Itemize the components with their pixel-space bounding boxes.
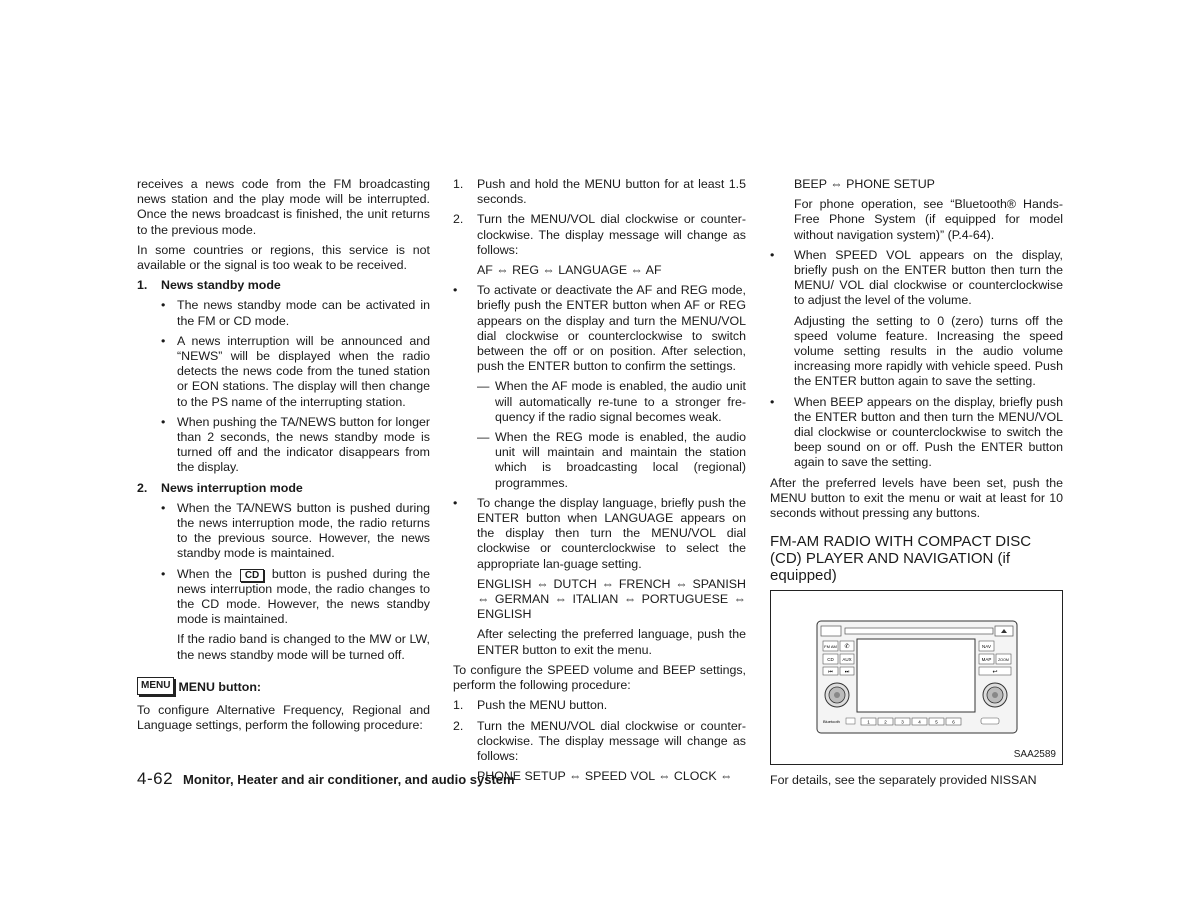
sequence: PHONE SETUP ⇔ SPEED VOL ⇔ CLOCK ⇔ [477,769,733,784]
step-item [453,719,746,765]
chapter-title: Monitor, Heater and air conditioner, and audio system [183,772,515,787]
preset-3-label: 3 [901,719,904,725]
step-item [453,212,746,258]
numbered-heading [137,278,430,293]
phone-icon: ✆ [844,644,850,651]
menu-heading-row [137,677,430,695]
dash-item [453,430,746,491]
item-title: News interruption mode [161,480,303,495]
seek-back-icon: ⏮ [828,669,833,676]
bullet-item [770,395,1063,471]
column-3 [770,177,1063,793]
step-number: 2. [453,212,464,227]
bullet-item [137,415,430,476]
menu-heading: MENU button: [178,679,262,694]
bullet-text [177,567,430,627]
bullet-text: To activate or deactivate the AF and REG mode, briefly push the ENTER button when AF or REG appears on the display and turn the MENU/VOL dial clockwise or counterclockwise to switch between the off or on position. After selection, push the ENTER button to confirm the settings. [477,283,746,374]
bullet-text: A news interruption will be announced and “NEWS” will be displayed when the radio detects the news code from the tuned station or EON stations. The display will then change to the PS name of the interrupting station. [177,333,430,409]
preset-2-label: 2 [884,719,887,725]
radio-unit-figure [770,590,1063,765]
dash-text: When the AF mode is enabled, the audio unit will automatically re-tune to a stronger fre-quency if the radio signal becomes weak. [495,379,746,424]
step-number: 1. [453,698,464,713]
item-title: News standby mode [161,278,281,293]
bullet-item [453,496,746,572]
item-number: 2. [137,480,148,495]
page-number: 4-62 [137,769,174,788]
zoom-button-label: ZOOM [998,658,1009,663]
numbered-heading [137,481,430,496]
nav-button-label: NAV [982,644,991,650]
aux-button-label: AUX [842,657,852,663]
seek-forward-icon: ⏭ [844,669,850,676]
bullet-text: When SPEED VOL appears on the display, briefly push on the ENTER button then turn the MENU/ VOL dial clockwise or counterclockwise to adjust the level of the volume. [794,247,1063,308]
dash-icon: — [477,430,490,445]
bullet-item [770,248,1063,309]
step-number: 1. [453,177,464,191]
bullet-text: When BEEP appears on the display, briefly push the ENTER button and then turn the MENU/VOL dial clockwise or counterclockwise to switch the beep sound on or off. Push the ENTER button again to save the setting. [794,394,1063,470]
paragraph: receives a news code from the FM broadcasting news station and the play mode will be interrupted. Once the news broadcast is finished, the unit returns to the previous mode. [137,177,430,237]
cd-button-label: CD [827,657,834,663]
step-text: Turn the MENU/VOL dial clockwise or counter-clockwise. The display message will change as follows: [477,718,746,763]
sequence: ENGLISH ⇔ DUTCH ⇔ FRENCH ⇔ SPANISH ⇔ GERMAN ⇔ ITALIAN ⇔ PORTUGUESE ⇔ ENGLISH [477,576,746,622]
bullet-icon: • [770,247,775,262]
bullet-item [137,567,430,628]
paragraph: For details, see the separately provided NISSAN [770,773,1037,788]
bullet-item [453,283,746,374]
dash-text: When the REG mode is enabled, the audio unit will maintain and maintain the station which is broadcasting local (regional) programmes. [495,430,746,490]
step-number: 2. [453,718,464,733]
bullet-text: When pushing the TA/NEWS button for longer than 2 seconds, the news standby mode is turned off and the indicator disappears from the display. [177,414,430,475]
preset-5-label: 5 [935,719,938,725]
preset-4-label: 4 [918,719,921,725]
sequence: BEEP ⇔ PHONE SETUP [794,177,935,191]
step-text: Push and hold the MENU button for at least 1.5 seconds. [477,177,746,207]
preset-1-label: 1 [867,719,870,725]
step-text: Turn the MENU/VOL dial clockwise or counter-clockwise. The display message will change as follows: [477,212,746,257]
section-title: FM-AM RADIO WITH COMPACT DISC (CD) PLAYER AND NAVIGATION (if equipped) [770,533,1032,585]
cd-key-icon: CD [240,569,264,582]
bullet-text-part: button is pushed during the news interruption mode, the radio changes to the CD mode. However, the news standby mode is maintained. [177,566,430,627]
bluetooth-label: Bluetooth [823,719,840,725]
column-1 [137,177,430,738]
phone-note: For phone operation, see “Bluetooth® Hands-Free Phone System (if equipped for model without navigation system)” (P.4-64). [794,197,1063,242]
bullet-note: Adjusting the setting to 0 (zero) turns off the speed volume feature. Increasing the speed volume setting results in the audio volume increasing more rapidly with vehicle speed. Push the ENTER button again to save the setting. [794,313,1063,389]
bullet-text-part: When the [177,566,233,581]
bullet-icon: • [453,495,458,510]
dash-icon: — [477,379,490,394]
bullet-icon: • [161,566,166,581]
step-item [453,177,746,207]
bullet-text: The news standby mode can be activated in the FM or CD mode. [177,298,430,328]
bullet-icon: • [161,333,166,348]
bullet-note: If the radio band is changed to the MW or LW, the news standby mode will be turned off. [177,632,430,662]
paragraph: After the preferred levels have been set, push the MENU button to exit the menu or wait at least for 10 seconds without pressing any buttons. [770,475,1063,521]
sequence: AF ⇔ REG ⇔ LANGUAGE ⇔ AF [477,263,662,278]
radio-unit-illustration [771,591,1062,764]
bullet-item [137,501,430,562]
bullet-text: To change the display language, briefly push the ENTER button when LANGUAGE appears on the display then turn the MENU/VOL dial clockwise or counterclockwise to select the appropriate lan-guage setting. [477,495,746,571]
bullet-icon: • [161,298,166,313]
bullet-item [137,298,430,328]
item-number: 1. [137,278,148,293]
column-2 [453,177,746,789]
bullet-icon: • [453,283,458,298]
preset-6-label: 6 [952,719,955,725]
back-icon: ↩ [992,669,998,676]
bullet-item [137,334,430,410]
bullet-note: After selecting the preferred language, push the ENTER button to exit the menu. [477,627,746,657]
step-item [453,698,746,713]
page-footer [137,771,515,787]
dash-item [453,379,746,425]
bullet-icon: • [770,394,775,409]
menu-key-icon: MENU [137,677,174,695]
paragraph: To configure the SPEED volume and BEEP settings, perform the following procedure: [453,662,746,693]
step-text: Push the MENU button. [477,698,608,713]
figure-label: SAA2589 [1013,749,1056,761]
map-button-label: MAP [981,657,992,663]
bullet-icon: • [161,500,166,515]
fm-am-button-label: FM AM [824,644,837,650]
paragraph: To configure Alternative Frequency, Regional and Language settings, perform the following procedure: [137,702,430,733]
bullet-text: When the TA/NEWS button is pushed during the news interruption mode, the radio returns to the previous source. However, the news standby mode is maintained. [177,500,430,561]
paragraph: In some countries or regions, this service is not available or the signal is too weak to be received. [137,242,430,273]
bullet-icon: • [161,414,166,429]
